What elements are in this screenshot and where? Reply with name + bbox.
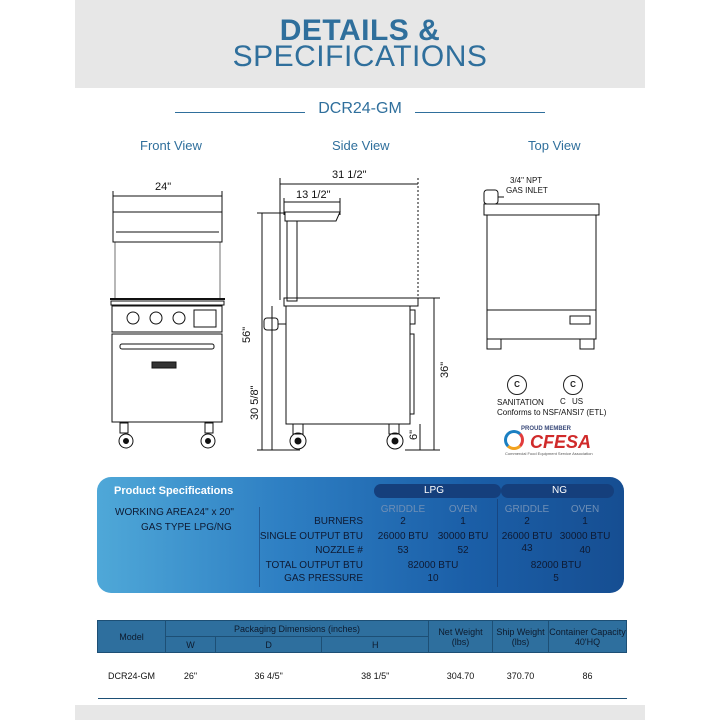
ng-griddle-nozzle: 43 bbox=[521, 543, 533, 554]
ship-weight-unit: (lbs) bbox=[511, 636, 530, 647]
net-weight-header bbox=[429, 621, 493, 653]
single-output-label: SINGLE OUTPUT BTU bbox=[259, 531, 363, 542]
lpg-griddle-nozzle: 53 bbox=[397, 545, 409, 556]
container-header bbox=[549, 621, 627, 653]
spec-title: Product Specifications bbox=[114, 485, 234, 497]
cfesa-member: PROUD MEMBER bbox=[521, 426, 572, 432]
lpg-griddle-header: GRIDDLE bbox=[380, 504, 426, 515]
dim-overall-height: 56" bbox=[241, 326, 253, 343]
lpg-total-output: 82000 BTU bbox=[407, 560, 459, 571]
dim-6: 6" bbox=[408, 429, 420, 440]
working-area-label: WORKING AREA bbox=[115, 507, 194, 518]
csa-sanitation-label: SANITATION bbox=[497, 398, 544, 407]
ng-griddle-header: GRIDDLE bbox=[504, 504, 550, 515]
top-view-drawing bbox=[484, 190, 599, 349]
footer-band bbox=[75, 705, 645, 720]
container-unit: 40'HQ bbox=[574, 636, 601, 647]
lpg-oven-header: OVEN bbox=[448, 504, 478, 515]
dim-front-width: 24" bbox=[155, 181, 172, 193]
top-view-label: Top View bbox=[528, 138, 581, 153]
row-ship: 370.70 bbox=[493, 653, 549, 699]
row-net: 304.70 bbox=[429, 653, 493, 699]
lpg-oven-burners: 1 bbox=[460, 516, 466, 527]
nsf-conformance: Conforms to NSF/ANSI7 (ETL) bbox=[497, 408, 607, 417]
gas-type-label: GAS TYPE bbox=[141, 522, 191, 533]
model-header: Model bbox=[98, 621, 166, 653]
ng-total-output: 82000 BTU bbox=[530, 560, 582, 571]
packaging-table bbox=[97, 620, 627, 699]
row-model: DCR24-GM bbox=[98, 653, 166, 699]
row-h: 38 1/5" bbox=[322, 653, 429, 699]
front-view-drawing bbox=[110, 191, 225, 448]
dim-shelf: 13 1/2" bbox=[296, 189, 331, 201]
ng-gas-pressure: 5 bbox=[553, 573, 559, 584]
net-weight-unit: (lbs) bbox=[451, 636, 470, 647]
front-view-label: Front View bbox=[140, 138, 202, 153]
cfesa-name: CFESA bbox=[530, 432, 592, 452]
model-name: DCR24-GM bbox=[318, 100, 402, 117]
csa-us-label: US bbox=[572, 397, 584, 406]
working-area-value: 24" x 20" bbox=[194, 507, 234, 518]
row-container: 86 bbox=[549, 653, 627, 699]
ng-griddle-btu: 26000 BTU bbox=[501, 531, 553, 542]
cfesa-logo-icon bbox=[504, 430, 524, 450]
lpg-griddle-burners: 2 bbox=[400, 516, 406, 527]
side-view-drawing bbox=[257, 178, 440, 450]
ng-oven-btu: 30000 BTU bbox=[559, 531, 611, 542]
d-header: D bbox=[215, 637, 322, 653]
lpg-header: LPG bbox=[424, 485, 445, 496]
csa-c-label: C bbox=[560, 397, 566, 406]
table-row bbox=[98, 653, 627, 699]
gas-type-value: LPG/NG bbox=[194, 522, 232, 533]
dim-work-height: 30 5/8" bbox=[249, 385, 261, 420]
page-subtitle: SPECIFICATIONS bbox=[232, 40, 488, 73]
gas-inlet-line2: GAS INLET bbox=[506, 186, 548, 195]
lpg-gas-pressure: 10 bbox=[427, 573, 439, 584]
total-output-label: TOTAL OUTPUT BTU bbox=[265, 560, 363, 571]
ng-griddle-burners: 2 bbox=[524, 516, 530, 527]
ng-oven-header: OVEN bbox=[570, 504, 600, 515]
gas-pressure-label: GAS PRESSURE bbox=[284, 573, 363, 584]
ship-weight-header bbox=[493, 621, 549, 653]
burners-label: BURNERS bbox=[314, 516, 363, 527]
lpg-oven-btu: 30000 BTU bbox=[437, 531, 489, 542]
ng-oven-burners: 1 bbox=[582, 516, 588, 527]
h-header: H bbox=[322, 637, 429, 653]
side-view-label: Side View bbox=[332, 138, 390, 153]
cfesa-subtitle: Commercial Food Equipment Service Association bbox=[505, 451, 593, 456]
page-title: DETAILS & bbox=[279, 14, 441, 47]
csa-us-icon: C bbox=[563, 375, 583, 395]
dim-depth: 31 1/2" bbox=[332, 169, 367, 181]
row-w: 26" bbox=[166, 653, 216, 699]
lpg-griddle-btu: 26000 BTU bbox=[377, 531, 429, 542]
ship-weight-title: Ship Weight bbox=[496, 626, 545, 637]
packaging-dims-header: Packaging Dimensions (inches) bbox=[166, 621, 429, 637]
lpg-oven-nozzle: 52 bbox=[457, 545, 469, 556]
net-weight-title: Net Weight bbox=[438, 626, 483, 637]
nozzle-label: NOZZLE # bbox=[315, 545, 363, 556]
w-header: W bbox=[166, 637, 216, 653]
dim-36: 36" bbox=[439, 361, 451, 378]
container-title: Container Capacity bbox=[549, 626, 626, 637]
product-specifications bbox=[97, 477, 624, 593]
gas-inlet-line1: 3/4" NPT bbox=[510, 176, 543, 185]
ng-oven-nozzle: 40 bbox=[579, 545, 591, 556]
ng-header: NG bbox=[552, 485, 567, 496]
row-d: 36 4/5" bbox=[215, 653, 322, 699]
csa-sanitation-icon: C bbox=[507, 375, 527, 395]
